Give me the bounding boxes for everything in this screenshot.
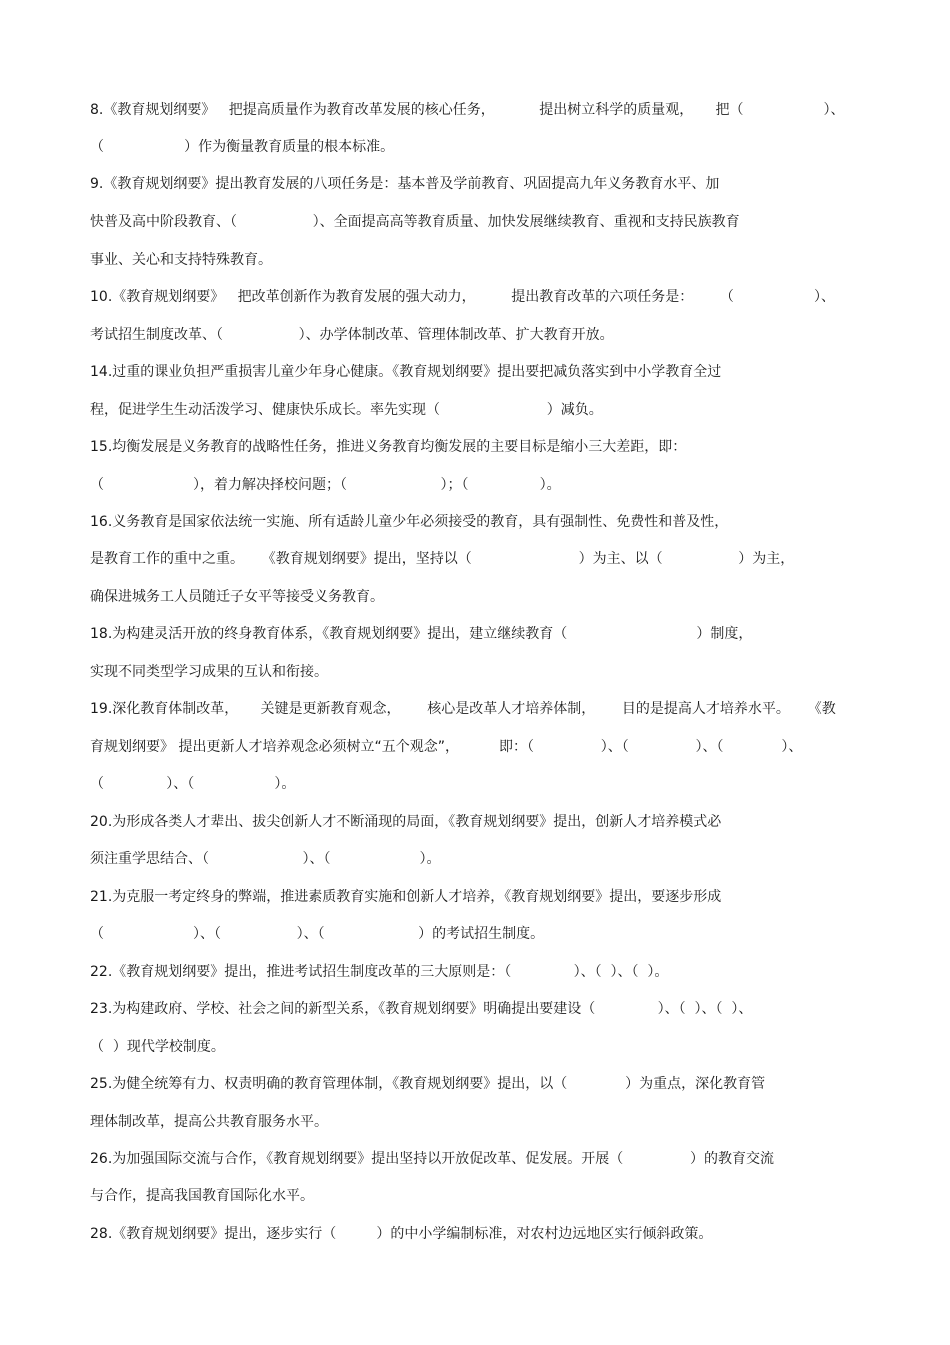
question-23-line-1: 23.为构建政府、学校、社会之间的新型关系，《教育规划纲要》明确提出要建设（ ）、（ ）、（ ）、: [90, 1001, 753, 1017]
question-26-line-1: 26.为加强国际交流与合作，《教育规划纲要》提出坚持以开放促改革、促发展。开展（ ）的教育交流: [90, 1151, 775, 1167]
question-8-line-1: 8.《教育规划纲要》 把提高质量作为教育改革发展的核心任务， 提出树立科学的质量观， 把（ ）、: [90, 102, 845, 118]
question-26-line-2: 与合作，提高我国教育国际化水平。: [90, 1188, 314, 1204]
question-15-line-2: （ ），着力解决择校问题；（ ）；（ ）。: [90, 477, 561, 493]
question-16-line-2: 是教育工作的重中之重。 《教育规划纲要》提出，坚持以（ ）为主、以（ ）为主，: [90, 551, 795, 567]
question-16-line-3: 确保进城务工人员随迁子女平等接受义务教育。: [90, 589, 384, 605]
question-18-line-2: 实现不同类型学习成果的互认和衔接。: [90, 664, 328, 680]
question-19-line-3: （ ）、（ ）。: [90, 776, 296, 792]
question-19-line-2: 育规划纲要》 提出更新人才培养观念必须树立“五个观念”， 即：（ ）、（ ）、（ ）、: [90, 739, 803, 755]
question-15-line-1: 15.均衡发展是义务教育的战略性任务，推进义务教育均衡发展的主要目标是缩小三大差距，即：: [90, 439, 687, 455]
question-19-line-1: 19.深化教育体制改革， 关键是更新教育观念， 核心是改革人才培养体制， 目的是提高人才培养水平。 《教: [90, 701, 836, 717]
question-10-line-2: 考试招生制度改革、（ ）、办学体制改革、管理体制改革、扩大教育开放。: [90, 327, 614, 343]
question-18-line-1: 18.为构建灵活开放的终身教育体系，《教育规划纲要》提出，建立继续教育（ ）制度，: [90, 626, 753, 642]
question-20-line-2: 须注重学思结合、（ ）、（ ）。: [90, 851, 441, 867]
question-28-line-1: 28.《教育规划纲要》提出，逐步实行（ ）的中小学编制标准，对农村边远地区实行倾斜政策。: [90, 1226, 713, 1242]
question-20-line-1: 20.为形成各类人才辈出、拔尖创新人才不断涌现的局面，《教育规划纲要》提出，创新人才培养模式必: [90, 814, 722, 830]
question-25-line-2: 理体制改革，提高公共教育服务水平。: [90, 1114, 328, 1130]
question-16-line-1: 16.义务教育是国家依法统一实施、所有适龄儿童少年必须接受的教育，具有强制性、免费性和普及性，: [90, 514, 729, 530]
question-8-line-2: （ ）作为衡量教育质量的根本标准。: [90, 139, 395, 155]
question-9-line-2: 快普及高中阶段教育、（ ）、全面提高高等教育质量、加快发展继续教育、重视和支持民族教育: [90, 214, 740, 230]
question-9-line-1: 9.《教育规划纲要》提出教育发展的八项任务是：基本普及学前教育、巩固提高九年义务教育水平、加: [90, 176, 720, 192]
question-25-line-1: 25.为健全统筹有力、权责明确的教育管理体制，《教育规划纲要》提出，以（ ）为重点，深化教育管: [90, 1076, 766, 1092]
question-23-line-2: （ ）现代学校制度。: [90, 1039, 225, 1055]
question-14-line-1: 14.过重的课业负担严重损害儿童少年身心健康。《教育规划纲要》提出要把减负落实到中小学教育全过: [90, 364, 722, 380]
question-10-line-1: 10.《教育规划纲要》 把改革创新作为教育发展的强大动力， 提出教育改革的六项任务是： （ ）、: [90, 289, 836, 305]
question-21-line-2: （ ）、（ ）、（ ）的考试招生制度。: [90, 926, 545, 942]
question-22-line-1: 22.《教育规划纲要》提出，推进考试招生制度改革的三大原则是：（ ）、（ ）、（ ）。: [90, 964, 669, 980]
question-21-line-1: 21.为克服一考定终身的弊端，推进素质教育实施和创新人才培养，《教育规划纲要》提出，要逐步形成: [90, 889, 722, 905]
question-9-line-3: 事业、关心和支持特殊教育。: [90, 252, 272, 268]
question-14-line-2: 程，促进学生生动活泼学习、健康快乐成长。率先实现（ ）减负。: [90, 402, 603, 418]
